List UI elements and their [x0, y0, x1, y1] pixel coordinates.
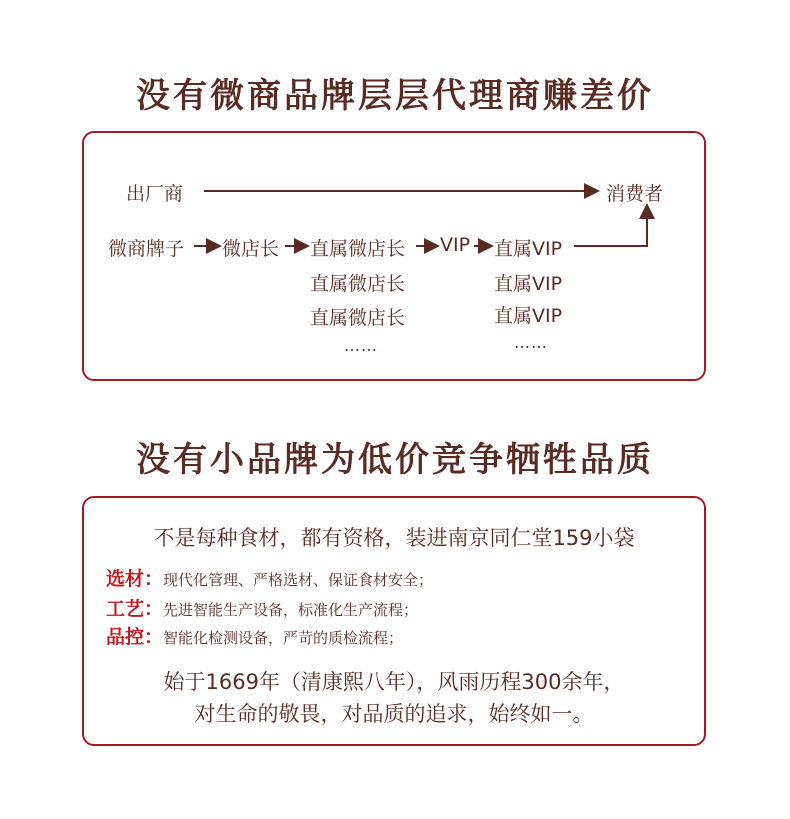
quality-box — [82, 496, 706, 746]
direct-owner-label-2: 直属微店长 — [310, 273, 406, 295]
feature-label: 品控： — [106, 626, 164, 648]
section-heading-quality: 没有小品牌为低价竞争牺牲品质 — [136, 440, 654, 480]
closing-line-2: 对生命的敬畏，对品质的追求，始终如一。 — [194, 702, 594, 726]
closing-line-1: 始于1669年（清康熙八年），风雨历程300余年， — [163, 670, 625, 694]
consumer-label: 消费者 — [606, 183, 664, 205]
brand-label: 微商牌子 — [108, 238, 185, 260]
feature-desc: 现代化管理、严格选材、保证食材安全； — [163, 571, 434, 589]
vip-ellipsis: …… — [514, 333, 548, 352]
direct-vip-label-3: 直属VIP — [494, 305, 563, 327]
vip-label: VIP — [440, 234, 471, 256]
direct-vip-label-2: 直属VIP — [494, 273, 563, 295]
feature-row-material — [106, 564, 433, 591]
return-arrow — [574, 205, 647, 246]
section-heading-agents: 没有微商品牌层层代理商赚差价 — [136, 76, 654, 116]
feature-desc: 先进智能生产设备，标准化生产流程； — [163, 601, 419, 619]
feature-label: 选材： — [106, 568, 164, 590]
feature-label: 工艺： — [106, 598, 164, 620]
factory-label: 出厂商 — [126, 183, 184, 205]
distribution-diagram-box — [82, 131, 706, 381]
owner-ellipsis: …… — [344, 336, 378, 355]
intro-text: 不是每种食材，都有资格，装进南京同仁堂159小袋 — [153, 526, 635, 550]
feature-row-process — [106, 594, 418, 621]
direct-owner-label-3: 直属微店长 — [310, 307, 406, 329]
direct-vip-label: 直属VIP — [494, 238, 563, 260]
feature-row-qc — [106, 622, 403, 649]
direct-owner-label: 直属微店长 — [310, 238, 406, 260]
store-owner-label: 微店长 — [222, 238, 280, 260]
feature-desc: 智能化检测设备，严苛的质检流程； — [163, 629, 404, 647]
